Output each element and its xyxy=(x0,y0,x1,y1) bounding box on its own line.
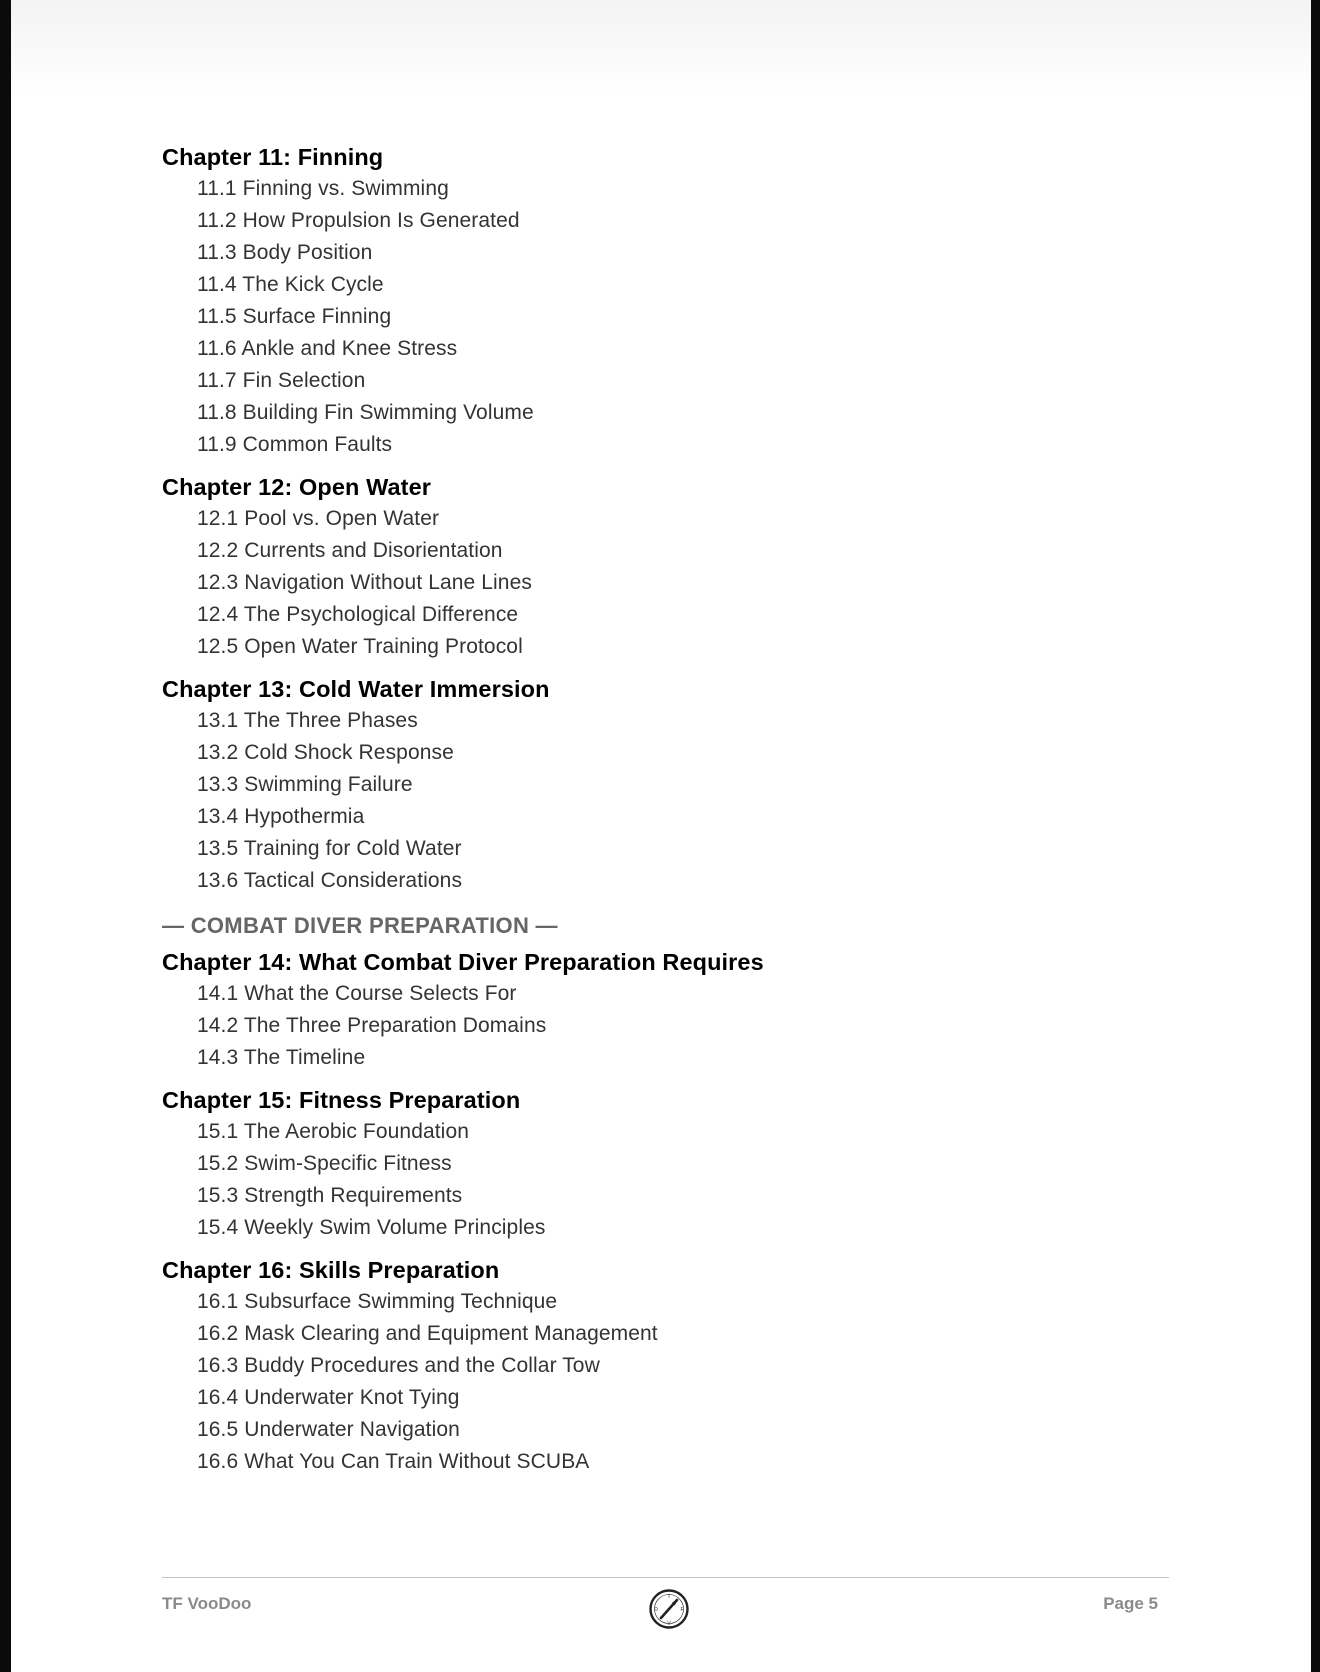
toc-section-item: 14.1 What the Course Selects For xyxy=(197,982,517,1005)
toc-section-item: 11.1 Finning vs. Swimming xyxy=(197,177,449,200)
toc-section-item: 11.6 Ankle and Knee Stress xyxy=(197,337,458,360)
toc-chapter xyxy=(162,946,1162,1074)
part-divider: — COMBAT DIVER PREPARATION — xyxy=(162,913,558,938)
chapter-title: Chapter 15: Fitness Preparation xyxy=(162,1087,521,1113)
toc-section-item: 13.4 Hypothermia xyxy=(197,805,365,828)
toc-section-item: 11.4 The Kick Cycle xyxy=(197,273,384,296)
toc-section-item: 13.5 Training for Cold Water xyxy=(197,837,462,860)
toc-section-item: 11.7 Fin Selection xyxy=(197,369,366,392)
toc-section-item: 13.6 Tactical Considerations xyxy=(197,869,463,892)
chapter-group-b xyxy=(162,946,1162,1478)
toc-section-item: 11.5 Surface Finning xyxy=(197,305,392,328)
toc-section-item: 11.3 Body Position xyxy=(197,241,373,264)
toc-section-item: 16.6 What You Can Train Without SCUBA xyxy=(197,1450,590,1473)
toc-section-item: 16.3 Buddy Procedures and the Collar Tow xyxy=(197,1354,600,1377)
toc-section-item: 15.4 Weekly Swim Volume Principles xyxy=(197,1216,546,1239)
page-number: Page 5 xyxy=(1103,1594,1158,1613)
toc-section-item: 12.1 Pool vs. Open Water xyxy=(197,507,440,530)
section-list xyxy=(162,503,1162,663)
section-list xyxy=(162,705,1162,897)
logo-letter-f: F xyxy=(680,1607,684,1613)
section-list xyxy=(162,978,1162,1074)
chapter-title: Chapter 11: Finning xyxy=(162,144,384,170)
section-list xyxy=(162,1116,1162,1244)
toc-section-item: 16.1 Subsurface Swimming Technique xyxy=(197,1290,558,1313)
chapter-title: Chapter 12: Open Water xyxy=(162,474,432,500)
toc-section-item: 12.5 Open Water Training Protocol xyxy=(197,635,523,658)
toc-chapter xyxy=(162,1254,1162,1478)
footer-author: TF VooDoo xyxy=(162,1594,252,1613)
section-list xyxy=(162,173,1162,461)
chapter-title: Chapter 13: Cold Water Immersion xyxy=(162,676,550,702)
toc-chapter xyxy=(162,673,1162,897)
chapter-title: Chapter 14: What Combat Diver Preparation Requires xyxy=(162,949,764,975)
toc-section-item: 13.3 Swimming Failure xyxy=(197,773,413,796)
toc-section-item: 15.3 Strength Requirements xyxy=(197,1184,463,1207)
toc-section-item: 16.4 Underwater Knot Tying xyxy=(197,1386,460,1409)
toc-section-item: 11.8 Building Fin Swimming Volume xyxy=(197,401,534,424)
footer-rule xyxy=(162,1577,1169,1578)
toc-section-item: 14.3 The Timeline xyxy=(197,1046,366,1069)
toc-section-item: 11.2 How Propulsion Is Generated xyxy=(197,209,520,232)
chapter-title: Chapter 16: Skills Preparation xyxy=(162,1257,500,1283)
chapter-group-a xyxy=(162,141,1162,897)
toc-section-item: 14.2 The Three Preparation Domains xyxy=(197,1014,547,1037)
compass-logo-icon xyxy=(647,1587,691,1631)
toc-section-item: 15.2 Swim-Specific Fitness xyxy=(197,1152,452,1175)
page-top-shade xyxy=(11,0,1311,95)
toc-section-item: 12.4 The Psychological Difference xyxy=(197,603,519,626)
section-list xyxy=(162,1286,1162,1478)
toc-section-item: 12.3 Navigation Without Lane Lines xyxy=(197,571,532,594)
toc-chapter xyxy=(162,471,1162,663)
toc-section-item: 16.5 Underwater Navigation xyxy=(197,1418,460,1441)
logo-letter-d: D xyxy=(654,1607,658,1613)
toc-section-item: 15.1 The Aerobic Foundation xyxy=(197,1120,470,1143)
toc-chapter xyxy=(162,1084,1162,1244)
logo-letter-v: V xyxy=(667,1621,671,1627)
toc-section-item: 16.2 Mask Clearing and Equipment Management xyxy=(197,1322,658,1345)
toc-chapter xyxy=(162,141,1162,461)
toc-section-item: 13.1 The Three Phases xyxy=(197,709,418,732)
toc-section-item: 12.2 Currents and Disorientation xyxy=(197,539,503,562)
toc-section-item: 11.9 Common Faults xyxy=(197,433,393,456)
document-page xyxy=(11,0,1311,1672)
table-of-contents xyxy=(162,141,1162,1478)
logo-letter-t: T xyxy=(667,1594,671,1600)
toc-section-item: 13.2 Cold Shock Response xyxy=(197,741,454,764)
